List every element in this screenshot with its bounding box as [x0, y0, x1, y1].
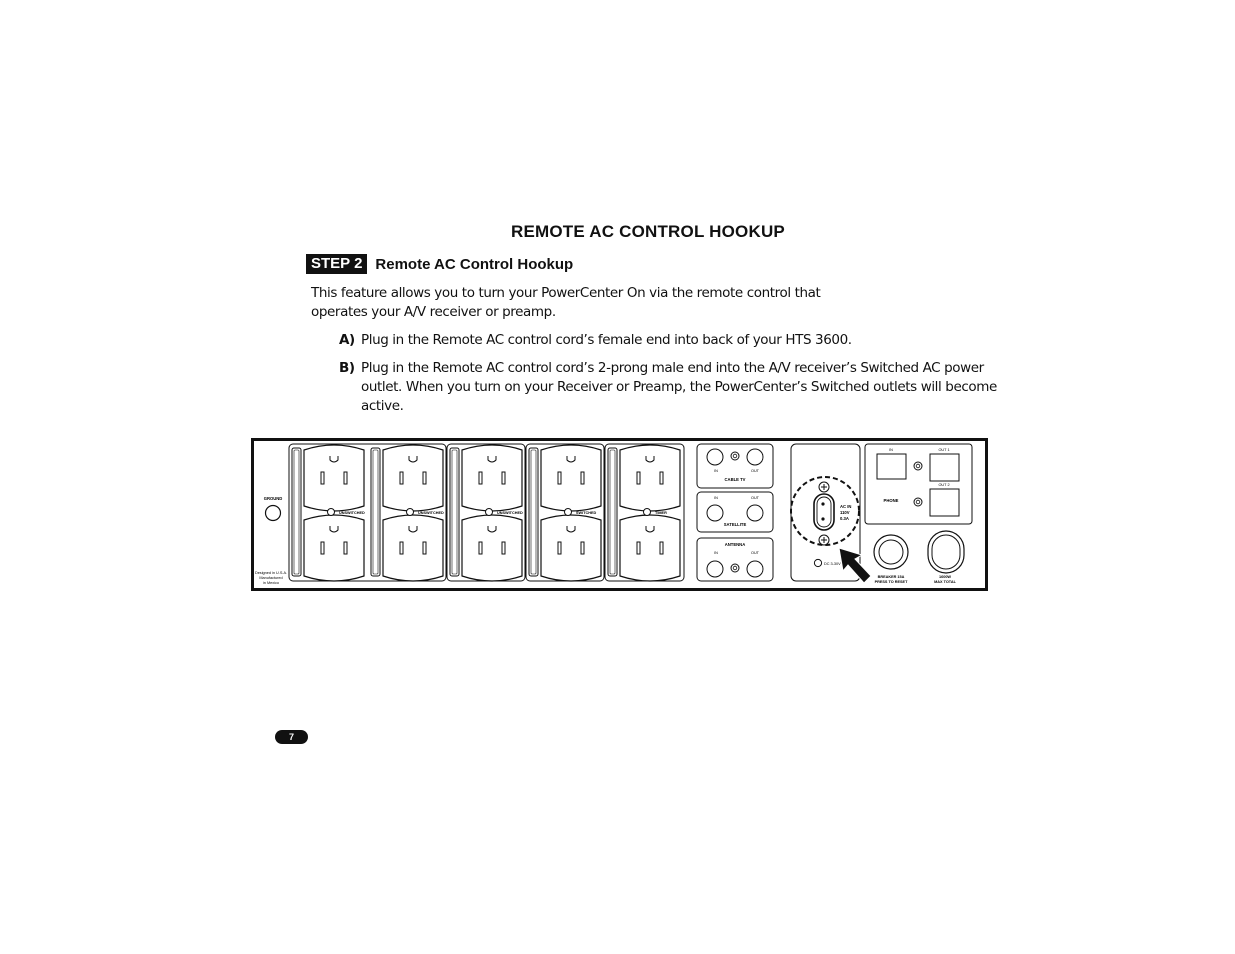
instruction-b	[339, 359, 1001, 416]
outlet-receptacle-icon	[462, 445, 522, 511]
phone-out2-label: OUT 2	[938, 483, 950, 487]
cable-in-jack-icon	[707, 449, 723, 465]
sat-out-jack-icon	[747, 505, 763, 521]
outlet-type-label: TIMER	[655, 511, 667, 515]
max-watt-label: 1600W	[938, 575, 952, 579]
rear-panel-svg	[251, 438, 988, 591]
instruction-a-label: A)	[339, 332, 355, 348]
phone-screw-2-icon	[914, 498, 922, 506]
satellite-label: SATELLITE	[723, 522, 747, 527]
outlet-screw-icon	[565, 509, 572, 516]
ant-in-jack-icon	[707, 561, 723, 577]
outlet-side-tab	[529, 448, 538, 576]
ac-current-label: 0.3A	[840, 516, 849, 521]
outlet-side-tab	[450, 448, 459, 576]
outlet-receptacle-icon	[383, 515, 443, 581]
ant-out-jack-icon	[747, 561, 763, 577]
ac-pin-1	[821, 502, 824, 505]
outlet-receptacle-icon	[541, 445, 601, 511]
ground-label: GROUND	[263, 496, 283, 501]
outlet-side-tab	[371, 448, 380, 576]
breaker-label: BREAKER 15A	[877, 575, 905, 579]
cable-out-jack-icon	[747, 449, 763, 465]
outlet-screw-icon	[328, 509, 335, 516]
outlet-receptacle-icon	[304, 515, 364, 581]
designed-line-1: Designed in U.S.A.	[254, 571, 288, 575]
designed-line-3: in Mexico	[262, 581, 280, 585]
sat-in-label: IN	[714, 496, 718, 500]
outlet-receptacle-icon	[620, 515, 680, 581]
max-total-outlet-icon	[928, 531, 964, 573]
instruction-b-label: B)	[339, 360, 355, 376]
phone-out1-label: OUT 1	[938, 448, 950, 452]
outlet-receptacle-icon	[620, 445, 680, 511]
intro-paragraph: This feature allows you to turn your PowerCenter On via the remote control that operates your A/V receiver or preamp.	[311, 285, 821, 320]
outlet-type-label: SWITCHED	[576, 511, 597, 515]
antenna-label: ANTENNA	[724, 542, 746, 547]
ac-in-label: AC IN	[840, 504, 852, 509]
instruction-a-text: Plug in the Remote AC control cord’s female end into back of your HTS 3600.	[361, 332, 852, 348]
max-total-label: MAX TOTAL	[934, 580, 956, 584]
page-number: 7	[275, 730, 308, 744]
dc-jack-icon	[814, 559, 821, 566]
sat-out-label: OUT	[750, 496, 760, 500]
phone-out2-jack-icon	[930, 489, 959, 516]
outlet-receptacle-icon	[462, 515, 522, 581]
sat-in-jack-icon	[707, 505, 723, 521]
ant-screw-icon	[731, 564, 739, 572]
rear-panel-diagram	[251, 438, 988, 591]
phone-in-jack-icon	[877, 454, 906, 479]
outlet-side-tab	[608, 448, 617, 576]
page-title: REMOTE AC CONTROL HOOKUP	[511, 222, 785, 241]
designed-line-2: Manufactured	[259, 576, 283, 580]
ac-pin-2	[821, 517, 824, 520]
ac-voltage-label: 110V	[840, 510, 850, 515]
phone-screw-1-icon	[914, 462, 922, 470]
outlet-screw-icon	[407, 509, 414, 516]
outlet-type-label: UNSWITCHED	[418, 511, 444, 515]
outlet-side-tab	[292, 448, 301, 576]
outlet-receptacle-icon	[383, 445, 443, 511]
step-header	[306, 254, 573, 274]
instruction-a	[339, 331, 1001, 350]
cable-screw-icon	[731, 452, 739, 460]
instruction-b-text: Plug in the Remote AC control cord’s 2-prong male end into the A/V receiver’s Switched AC power outlet. When you turn on your Receiver or Preamp, the PowerCenter’s Switched outlets will become active.	[361, 360, 997, 414]
outlet-type-label: UNSWITCHED	[339, 511, 365, 515]
outlet-screw-icon	[644, 509, 651, 516]
dc-label: DC 3-30V	[824, 562, 841, 566]
phone-label: PHONE	[883, 498, 899, 503]
ant-out-label: OUT	[750, 551, 760, 555]
outlet-screw-icon	[486, 509, 493, 516]
cable-in-label: IN	[714, 469, 718, 473]
step-title: Remote AC Control Hookup	[375, 255, 574, 273]
step-badge: STEP 2	[306, 254, 367, 274]
cable-out-label: OUT	[750, 469, 760, 473]
breaker-reset-label: PRESS TO RESET	[874, 580, 908, 584]
outlet-receptacle-icon	[541, 515, 601, 581]
cable-tv-label: CABLE TV	[724, 477, 746, 482]
outlet-receptacle-icon	[304, 445, 364, 511]
breaker-inner	[879, 540, 903, 564]
ant-in-label: IN	[714, 551, 718, 555]
outlet-type-label: UNSWITCHED	[497, 511, 523, 515]
phone-in-label: IN	[889, 448, 893, 452]
phone-out1-jack-icon	[930, 454, 959, 481]
ground-screw-icon	[266, 506, 281, 521]
